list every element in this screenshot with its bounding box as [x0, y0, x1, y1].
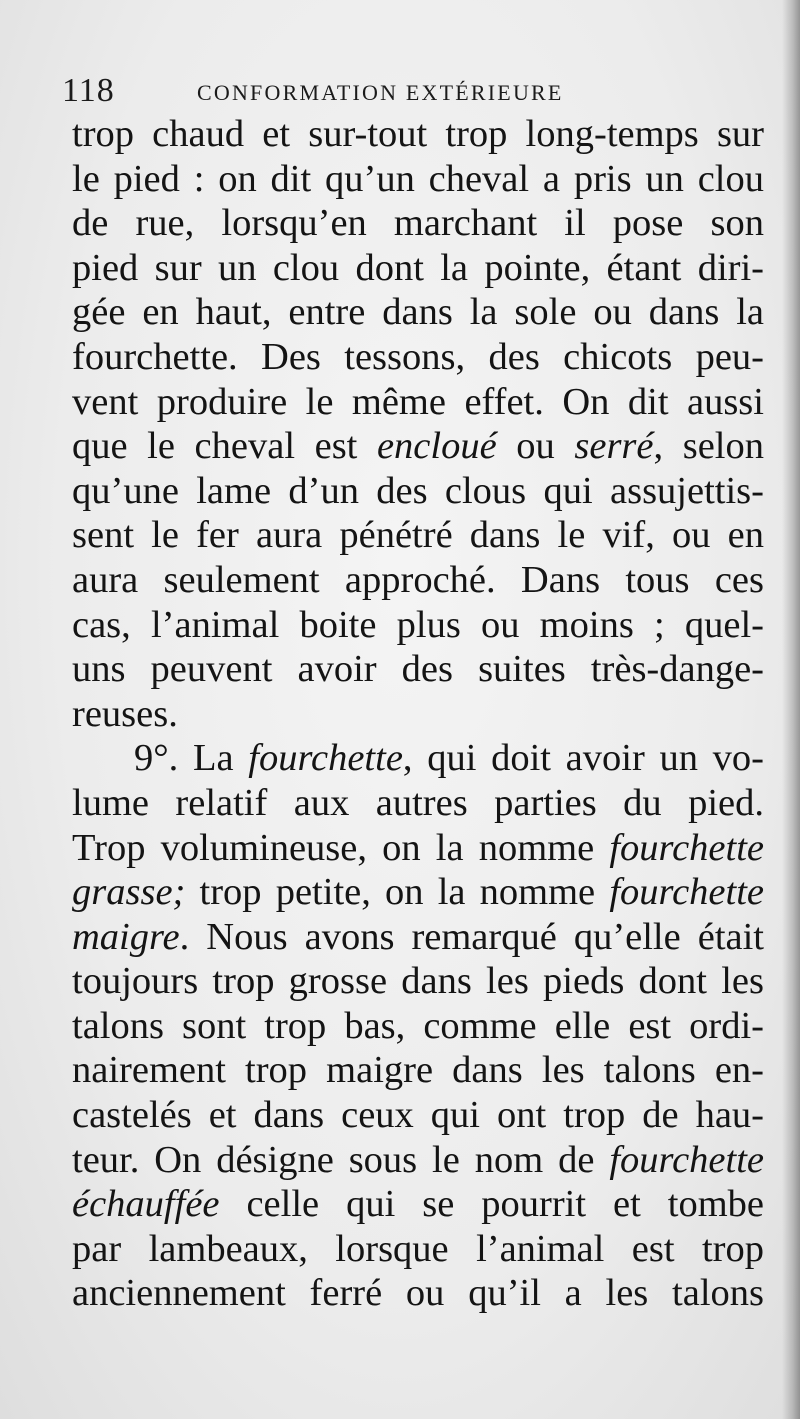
text-line: talons sont trop bas, comme elle est ordi-: [72, 1004, 764, 1047]
text-line: vent produire le même effet. On dit aussi: [72, 380, 764, 423]
italic-term: fourchette: [609, 871, 764, 914]
page-header: [62, 72, 782, 112]
running-head: CONFORMATION EXTÉRIEURE: [197, 80, 564, 105]
text-line: que le cheval est encloué ou serré, selon: [72, 425, 764, 468]
text-line: toujours trop grosse dans les pieds dont les: [72, 960, 764, 1003]
text-line: échauffée celle qui se pourrit et tombe: [72, 1183, 764, 1226]
text-line: Trop volumineuse, on la nomme fourchette: [72, 826, 764, 869]
text-line: fourchette. Des tessons, des chicots peu-: [72, 335, 764, 378]
text-line: cas, l’animal boite plus ou moins ; quel-: [72, 603, 764, 646]
italic-term: encloué: [376, 425, 497, 468]
page-number: 118: [62, 72, 115, 109]
paragraph-start-line: 9°. La fourchette, qui doit avoir un vo-: [134, 737, 764, 780]
text-line: pied sur un clou dont la pointe, étant diri-: [72, 246, 764, 289]
text-line: anciennement ferré ou qu’il a les talons: [72, 1272, 764, 1315]
text-line: nairement trop maigre dans les talons en-: [72, 1049, 764, 1092]
text-line: uns peuvent avoir des suites très-dange-: [72, 648, 764, 691]
text-line: trop chaud et sur-tout trop long-temps sur: [72, 113, 764, 155]
italic-term: fourchette: [609, 826, 764, 869]
text-line: qu’une lame d’un des clous qui assujettis-: [72, 469, 764, 512]
italic-term: grasse;: [72, 871, 186, 914]
text-line: maigre. Nous avons remarqué qu’elle était: [72, 915, 764, 958]
body-text: [72, 112, 764, 1316]
italic-term: fourchette: [248, 737, 403, 780]
text-line: lume relatif aux autres parties du pied.: [72, 781, 764, 824]
text-line: castelés et dans ceux qui ont trop de hau-: [72, 1094, 764, 1137]
italic-term: maigre: [72, 915, 180, 958]
text-line: par lambeaux, lorsque l’animal est trop: [72, 1227, 764, 1270]
italic-term: échauffée: [72, 1183, 220, 1226]
text-line: reuses.: [72, 692, 178, 735]
text-line: grasse; trop petite, on la nomme fourchette: [72, 871, 764, 914]
italic-term: serré: [574, 425, 654, 468]
italic-term: fourchette: [609, 1138, 764, 1181]
text-line: sent le fer aura pénétré dans le vif, ou en: [72, 514, 764, 557]
spine-shadow: [782, 0, 800, 1419]
text-line: le pied : on dit qu’un cheval a pris un clou: [72, 157, 764, 200]
text-line: aura seulement approché. Dans tous ces: [72, 558, 764, 601]
text-line: teur. On désigne sous le nom de fourchette: [72, 1138, 764, 1181]
text-line: gée en haut, entre dans la sole ou dans la: [72, 291, 764, 334]
text-line: de rue, lorsqu’en marchant il pose son: [72, 202, 764, 245]
